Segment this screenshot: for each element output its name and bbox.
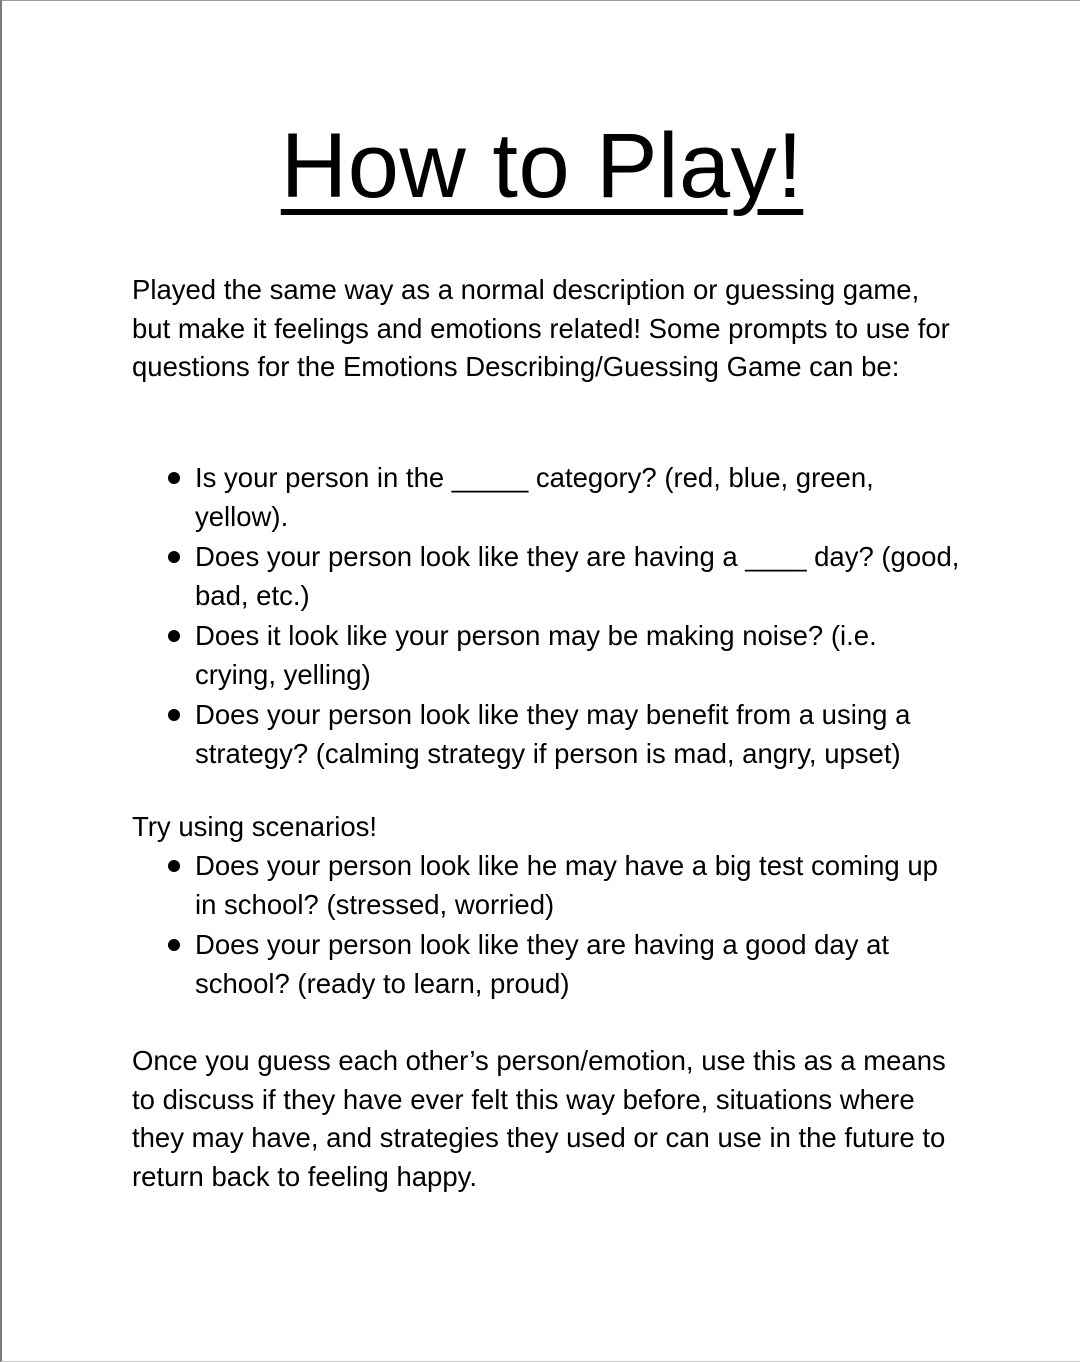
list-item [132,847,962,924]
page-title [2,113,1080,219]
page-title-text: How to Play! [280,115,804,217]
bullet-icon [168,472,180,484]
scenario-list [132,847,962,1005]
bullet-icon [168,939,180,951]
list-item-text: Does your person look like they are having a ____ day? (good, bad, etc.) [195,541,960,611]
list-item-text: Does it look like your person may be making noise? (i.e. crying, yelling) [195,620,877,690]
list-item [132,617,962,694]
bullet-icon [168,551,180,563]
list-item [132,926,962,1003]
list-item [132,538,962,615]
list-item-text: Is your person in the _____ category? (red, blue, green, yellow). [195,462,874,532]
list-item-text: Does your person look like he may have a big test coming up in school? (stressed, worried) [195,850,938,920]
outro-paragraph: Once you guess each other’s person/emotion, use this as a means to discuss if they have ever felt this way before, situations where they may have, and strategies they used or can use in the future to return back to feeling happy. [132,1045,946,1192]
scenarios-heading: Try using scenarios! [132,811,378,842]
bullet-icon [168,860,180,872]
prompt-list [132,459,962,775]
intro-paragraph: Played the same way as a normal description or guessing game, but make it feelings and emotions related! Some prompts to use for questions for the Emotions Describing/Guessing Game can be: [132,274,950,382]
list-item-text: Does your person look like they may benefit from a using a strategy? (calming strategy if person is mad, angry, upset) [195,699,911,769]
list-item [132,696,962,773]
bullet-icon [168,630,180,642]
list-item-text: Does your person look like they are having a good day at school? (ready to learn, proud) [195,929,890,999]
list-item [132,459,962,536]
bullet-icon [168,709,180,721]
